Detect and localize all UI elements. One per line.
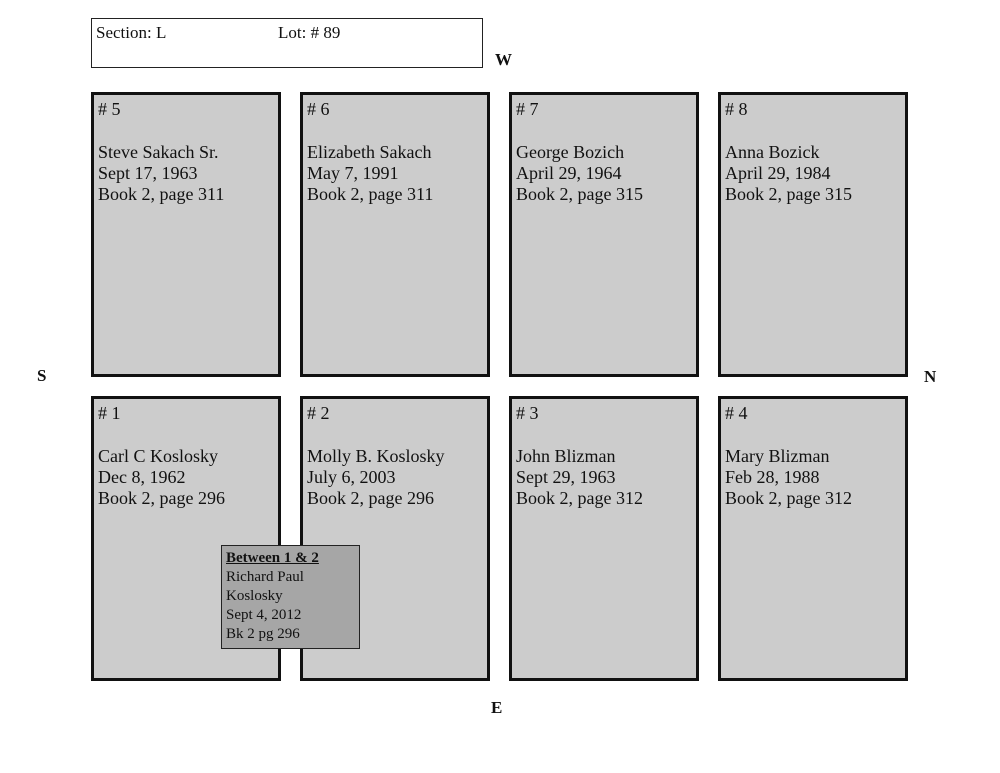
plot-info — [516, 142, 643, 205]
note-title: Between 1 & 2 — [226, 550, 319, 566]
grave-plot — [718, 396, 908, 681]
direction-east: E — [491, 698, 503, 717]
plot-number: # 6 — [307, 99, 330, 119]
plot-name: Molly B. Koslosky — [307, 446, 445, 466]
plot-book: Book 2, page 296 — [307, 488, 434, 508]
plot-date: April 29, 1984 — [725, 163, 831, 183]
plot-date: July 6, 2003 — [307, 467, 396, 487]
plot-number: # 8 — [725, 99, 748, 119]
plot-name: Steve Sakach Sr. — [98, 142, 219, 162]
note-line: Bk 2 pg 296 — [226, 626, 300, 642]
plot-info — [307, 446, 445, 509]
plot-info — [516, 446, 643, 509]
grave-plot — [509, 92, 699, 377]
plot-info — [98, 142, 224, 205]
section-label: Section: L — [96, 23, 167, 42]
plot-book: Book 2, page 311 — [98, 184, 225, 204]
plot-date: April 29, 1964 — [516, 163, 622, 183]
plot-info — [307, 142, 433, 205]
plot-date: Feb 28, 1988 — [725, 467, 820, 487]
plot-date: Sept 17, 1963 — [98, 163, 198, 183]
plot-book: Book 2, page 315 — [725, 184, 852, 204]
plot-number: # 7 — [516, 99, 539, 119]
plot-number: # 2 — [307, 403, 330, 423]
grave-plot — [91, 92, 281, 377]
plot-name: John Blizman — [516, 446, 616, 466]
plot-info — [98, 446, 225, 509]
note-line: Richard Paul — [226, 569, 304, 585]
plot-book: Book 2, page 311 — [307, 184, 434, 204]
plot-date: Dec 8, 1962 — [98, 467, 186, 487]
plot-name: Anna Bozick — [725, 142, 820, 162]
burial-note-between-1-2 — [221, 545, 360, 649]
plot-number: # 4 — [725, 403, 748, 423]
plot-number: # 5 — [98, 99, 121, 119]
plot-number: # 3 — [516, 403, 539, 423]
plot-info — [725, 446, 852, 509]
plot-name: Mary Blizman — [725, 446, 830, 466]
lot-label: Lot: # 89 — [278, 23, 341, 42]
direction-west: W — [495, 50, 512, 69]
plot-info — [725, 142, 852, 205]
direction-north: N — [924, 367, 937, 386]
plot-date: Sept 29, 1963 — [516, 467, 616, 487]
plot-number: # 1 — [98, 403, 121, 423]
grave-plot — [718, 92, 908, 377]
direction-south: S — [37, 366, 47, 385]
plot-book: Book 2, page 312 — [725, 488, 852, 508]
plot-date: May 7, 1991 — [307, 163, 399, 183]
grave-plot — [300, 92, 490, 377]
note-line: Sept 4, 2012 — [226, 607, 302, 623]
plot-name: Carl C Koslosky — [98, 446, 219, 466]
plot-name: George Bozich — [516, 142, 625, 162]
grave-plot — [509, 396, 699, 681]
plot-book: Book 2, page 312 — [516, 488, 643, 508]
note-line: Koslosky — [226, 588, 283, 604]
lot-header-box — [91, 18, 483, 68]
plot-name: Elizabeth Sakach — [307, 142, 432, 162]
plot-book: Book 2, page 296 — [98, 488, 225, 508]
plot-book: Book 2, page 315 — [516, 184, 643, 204]
